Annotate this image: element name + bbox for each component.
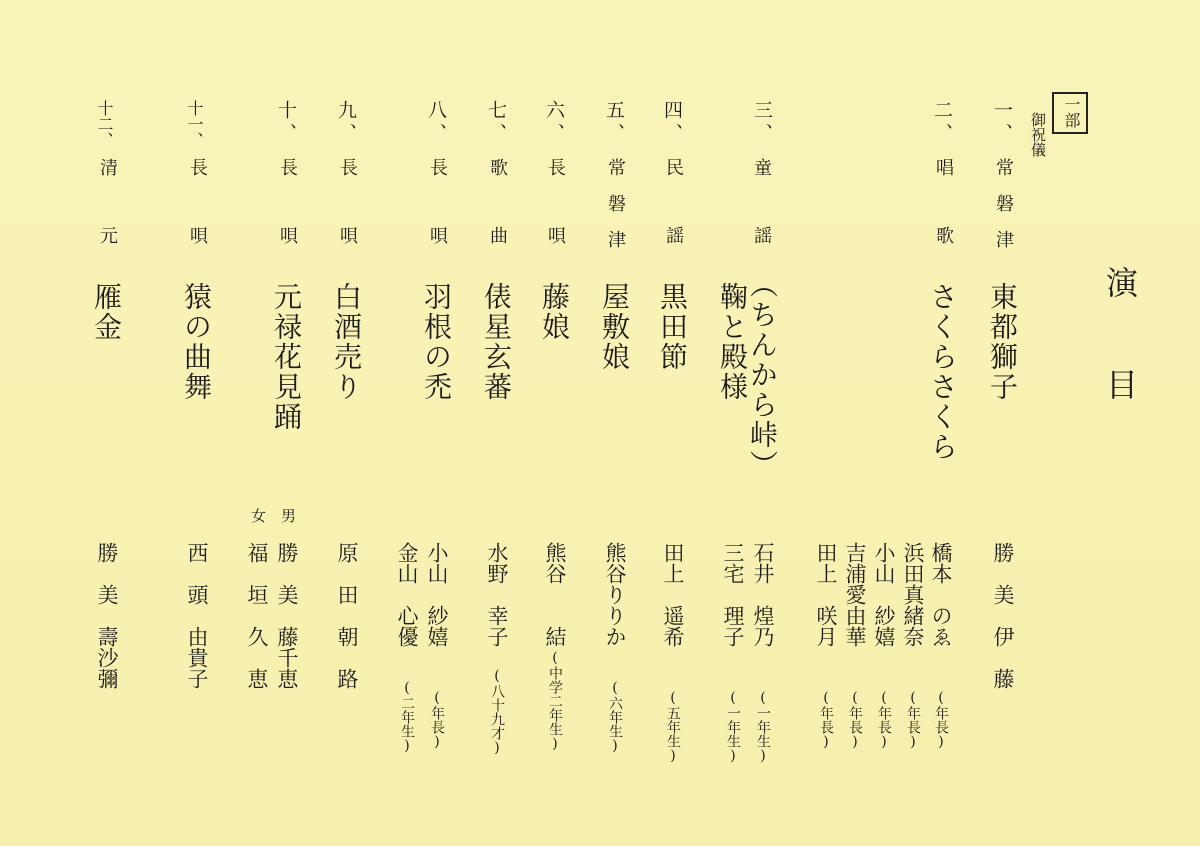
item-genre: 唱 [933,158,954,176]
item-genre-2: 元 [97,226,118,244]
item-number: 一、 [991,100,1013,146]
performer-name: 熊谷りりか [603,542,627,647]
item-piece: 猿の曲舞 [180,282,213,402]
performer-name: 福 垣 久 恵 [245,542,269,689]
performer-note: (六年生) [607,680,623,754]
performer-note: (年長) [905,690,921,750]
item-genre-2: 謡 [663,226,684,244]
item-genre: 長 [427,158,448,176]
item-piece: さくらさくら [926,282,959,462]
item-genre: 常磐津 [605,158,626,266]
performer-name: 田上 遥希 [661,542,685,647]
page-title: 演目 [1101,266,1139,470]
performer-name: 浜田真緒奈 [901,542,925,647]
performer-name: 原 田 朝 路 [335,542,359,689]
item-genre: 長 [187,158,208,176]
item-genre-2: 謡 [751,226,772,244]
performer-note: (年長) [876,690,892,750]
item-number: 十、 [275,100,297,146]
performer-name: 勝 美 伊 藤 [991,542,1015,689]
performer-name: 水野 幸子 [485,542,509,647]
item-number: 八、 [425,100,447,146]
part-label: 一部 [1062,96,1081,128]
item-genre: 長 [337,158,358,176]
item-genre-2: 唄 [277,226,298,244]
item-number: 五、 [603,100,625,146]
item-piece: 黒田節 [656,282,689,372]
item-number: 七、 [485,100,507,146]
performer-name: 小山 紗嬉 [425,542,449,647]
role-label-male: 男 [279,508,297,523]
item-number: 三、 [751,100,773,146]
item-number: 十二、 [95,100,114,148]
item-genre: 長 [277,158,298,176]
part-label-box [1052,92,1088,134]
performer-name: 熊谷 結 [543,542,567,647]
item-piece-2: 鞠と殿様 [716,282,749,402]
performer-name: 田上 咲月 [814,542,838,647]
item-piece: 元禄花見踊 [270,282,303,432]
performer-name: 小山 紗嬉 [872,542,896,647]
performer-note: (五年生) [665,690,681,764]
opening-label: 御祝儀 [1029,112,1047,157]
performer-name: 橋本 のゑ [929,542,953,647]
performer-name: 吉浦愛由華 [843,542,867,647]
performer-name: 三宅 理子 [721,542,745,647]
item-piece: 藤娘 [538,282,571,342]
item-genre-2: 曲 [487,226,508,244]
item-piece: 羽根の禿 [420,282,453,402]
item-number: 二、 [931,100,953,146]
performer-name: 金山 心優 [395,542,419,647]
item-number: 四、 [661,100,683,146]
item-piece: 俵星玄蕃 [480,282,513,402]
item-genre: 童 [751,158,772,176]
item-number: 九、 [335,100,357,146]
performer-note: (年長) [847,690,863,750]
performer-note: (年長) [933,690,949,750]
performer-note: (年長) [818,690,834,750]
performer-name: 勝 美 藤千恵 [275,542,299,689]
role-label-female: 女 [249,508,267,523]
item-genre: 常磐津 [993,158,1014,266]
item-genre-2: 唄 [187,226,208,244]
performer-note: (一年生) [755,690,771,764]
item-number: 六、 [543,100,565,146]
item-genre-2: 唄 [545,226,566,244]
item-piece: 東都獅子 [986,282,1019,402]
performer-name: 石井 煌乃 [751,542,775,647]
performer-note: (一年生) [725,690,741,764]
performer-name: 勝 美 壽沙彌 [95,542,119,689]
item-piece: 屋敷娘 [598,282,631,372]
item-piece: 雁金 [90,282,123,342]
performer-note: (八十九才) [489,668,505,756]
item-genre: 民 [663,158,684,176]
item-genre-2: 唄 [427,226,448,244]
item-genre: 歌 [487,158,508,176]
item-genre: 清 [97,158,118,176]
item-piece: （ちんから峠） [746,270,779,480]
item-piece: 白酒売り [330,282,363,402]
item-number: 十一、 [185,100,204,148]
performer-name: 西 頭 由貴子 [185,542,209,689]
performer-note: (中学二年生) [547,650,563,752]
item-genre: 長 [545,158,566,176]
item-genre-2: 唄 [337,226,358,244]
performer-note: (年長) [429,690,445,750]
performer-note: (二年生) [399,680,415,754]
item-genre-2: 歌 [933,226,954,244]
